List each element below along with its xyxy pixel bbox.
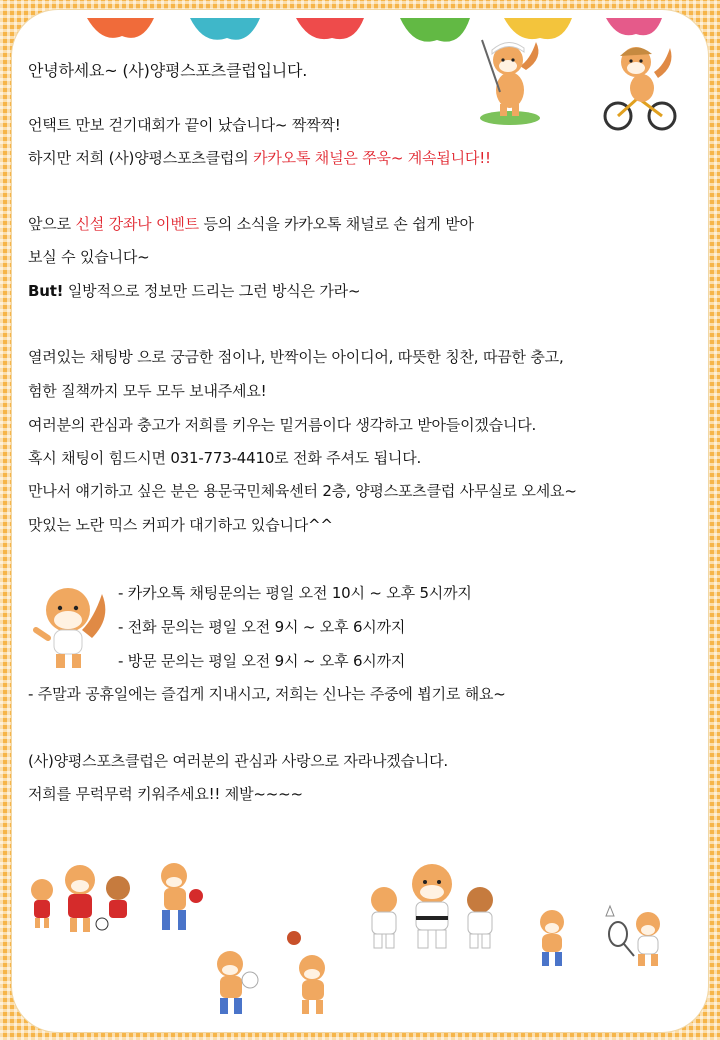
para2-line1-prefix: 앞으로 [28,215,76,233]
closing-line2: 저희를 무럭무럭 키워주세요!! 제발~~~~ [28,785,303,803]
new-class-highlight: 신설 강좌나 이벤트 [75,215,199,233]
squirrel-golf-icon [470,30,544,126]
para3-line1: 열려있는 채팅방 으로 궁금한 점이나, 반짝이는 아이디어, 따뜻한 칭찬, 따끔한 충고, [28,348,564,366]
kakao-channel-highlight: 카카오톡 채널은 쭈욱~ 계속됩니다!! [253,149,491,167]
squirrel-basketball-icon [284,928,338,1018]
squirrel-cycling-icon [600,38,680,134]
squirrel-info-icon [32,578,112,674]
para2-line3-rest: 일방적으로 정보만 드리는 그런 방식은 가라~ [63,282,361,300]
greeting-line: 안녕하세요~ (사)양평스포츠클럽입니다. [28,61,308,80]
para1-line2-prefix: 하지만 저희 (사)양평스포츠클럽의 [28,149,254,167]
para2-line3 [28,280,360,301]
weekend-line: - 주말과 공휴일에는 즐겁게 지내시고, 저희는 신나는 주중에 뵙기로 해요~ [28,685,506,703]
squirrel-taekwondo-icon [362,858,502,954]
para1-line2 [28,147,491,168]
squirrel-pingpong-icon [146,856,204,938]
phone-line: 혹시 채팅이 힘드시면 031-773-4410로 전화 주셔도 됩니다. [28,449,422,467]
squirrel-badminton-icon [530,900,680,972]
visit-office-line: 만나서 얘기하고 싶은 분은 용문국민체육센터 2층, 양평스포츠클럽 사무실로 오세요~ [28,482,577,500]
squirrel-soccer-team-icon [22,858,138,938]
para1-line1: 언택트 만보 걷기대회가 끝이 났습니다~ 짝짝짝! [28,116,341,134]
kakao-hours-line: - 카카오톡 채팅문의는 평일 오전 10시 ~ 오후 5시까지 [118,584,472,602]
visit-hours-line: - 방문 문의는 평일 오전 9시 ~ 오후 6시까지 [118,652,406,670]
para2-line1-suffix: 등의 소식을 카카오톡 채널로 손 쉽게 받아 [198,215,474,233]
but-label: But! [28,282,64,300]
para2-line1 [28,213,474,234]
coffee-line: 맛있는 노란 믹스 커피가 대기하고 있습니다^^ [28,516,333,534]
bunting-decoration [72,10,672,58]
phone-hours-line: - 전화 문의는 평일 오전 9시 ~ 오후 6시까지 [118,618,406,636]
para3-line2: 험한 질책까지 모두 모두 보내주세요! [28,382,267,400]
squirrel-volleyball-icon [208,946,262,1020]
notice-card [12,10,708,1032]
closing-line1: (사)양평스포츠클럽은 여러분의 관심과 사랑으로 자라나겠습니다. [28,752,448,770]
para2-line2: 보실 수 있습니다~ [28,248,150,266]
para3-line3: 여러분의 관심과 충고가 저희를 키우는 밑거름이다 생각하고 받아들이겠습니다. [28,416,537,434]
